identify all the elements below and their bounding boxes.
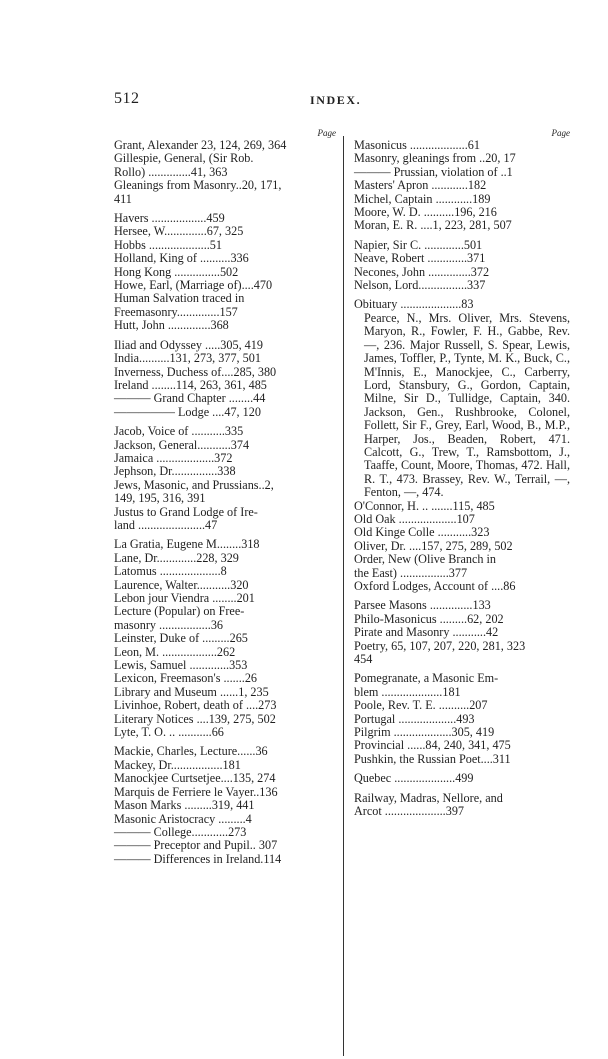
index-entry: Freemasonry..............157 xyxy=(114,304,238,319)
index-entry: Moran, E. R. ....1, 223, 281, 507 xyxy=(354,218,512,233)
index-entry: India..........131, 273, 377, 501 xyxy=(114,351,261,366)
index-entry: La Gratia, Eugene M........318 xyxy=(114,537,260,552)
index-entry: ——— Differences in Ireland.114 xyxy=(114,851,282,866)
index-entry: Moore, W. D. ..........196, 216 xyxy=(354,205,497,220)
index-group xyxy=(114,745,336,866)
index-entry: Neave, Robert .............371 xyxy=(354,251,486,266)
index-entry: Gleanings from Masonry..20, 171, xyxy=(114,178,282,193)
obituary-names: Pearce, N., Mrs. Oliver, Mrs. Stevens, Maryon, R., Fowler, F. H., Gabbe, Rev. —, 236. Major Russell, S. Spear, Lewis, James, Toffler, P., Tynte, M. K., Buck, C., M'Innis, E., Manockjee, C., Carberry, Lord, Stansbury, G., Gordon, Captain, Milne, Sir D., Tullidge, Captain, 340. Jackson, Gen., Rushbrooke, Colonel, Follett, Sir F., Grey, Earl, Wood, B., M.P., Harper, Jos., Beaden, Robert, 471. Calcott, G., Trew, T., Ramsbottom, J., Taaffe, Count, Moore, Thomas, 472. Hall, R. T., 473. Brassey, Rev. W., Terrail, —, Fenton, —, 474. xyxy=(364,310,570,500)
index-entry: Hobbs ....................51 xyxy=(114,237,222,252)
index-group xyxy=(354,298,570,311)
index-entry: blem ....................181 xyxy=(354,684,461,699)
index-entry: Lane, Dr.............228, 329 xyxy=(114,550,239,565)
index-entry: Pirate and Masonry ...........42 xyxy=(354,625,499,640)
index-entry: Rollo) ..............41, 363 xyxy=(114,164,228,179)
index-entry: Havers ..................459 xyxy=(114,211,225,226)
index-entry: masonry .................36 xyxy=(114,617,224,632)
index-entry: ——— Grand Chapter ........44 xyxy=(114,391,266,406)
index-entry: Masonry, gleanings from ..20, 17 xyxy=(354,151,516,166)
index-entry: Necones, John ..............372 xyxy=(354,264,490,279)
index-entry: Grant, Alexander 23, 124, 269, 364 xyxy=(114,138,287,152)
index-entry: Parsee Masons ..............133 xyxy=(354,598,491,613)
index-entry: Masonicus ...................61 xyxy=(354,138,480,152)
index-entry: Gillespie, General, (Sir Rob. xyxy=(114,151,254,166)
index-entry: Masters' Apron ............182 xyxy=(354,178,487,193)
index-group xyxy=(114,538,336,739)
index-entry: Hersee, W..............67, 325 xyxy=(114,224,244,239)
index-group xyxy=(114,212,336,333)
index-group xyxy=(114,425,336,532)
left-entries xyxy=(114,139,336,866)
index-entry: ————— Lodge ....47, 120 xyxy=(114,404,261,419)
index-entry: ——— College............273 xyxy=(114,824,247,839)
page-number: 512 xyxy=(114,90,140,107)
index-entry: Literary Notices ....139, 275, 502 xyxy=(114,711,276,726)
index-group xyxy=(114,339,336,419)
index-entry: Leinster, Duke of .........265 xyxy=(114,631,248,646)
index-entry: Jacob, Voice of ...........335 xyxy=(114,424,244,439)
index-group xyxy=(354,239,570,293)
index-entry: Napier, Sir C. .............501 xyxy=(354,237,483,252)
index-entry: Nelson, Lord................337 xyxy=(354,278,486,293)
index-group xyxy=(354,599,570,666)
index-entry: Lewis, Samuel .............353 xyxy=(114,658,248,673)
index-group xyxy=(354,500,570,594)
index-entry: Inverness, Duchess of....285, 380 xyxy=(114,364,277,379)
index-entry: Pomegranate, a Masonic Em- xyxy=(354,671,499,686)
index-entry: land ......................47 xyxy=(114,517,218,532)
index-entry: Justus to Grand Lodge of Ire- xyxy=(114,504,258,519)
index-entry: Hong Kong ...............502 xyxy=(114,264,239,279)
index-entry: Ireland ........114, 263, 361, 485 xyxy=(114,377,267,392)
index-entry: Provincial ......84, 240, 341, 475 xyxy=(354,738,511,753)
index-entry: Lecture (Popular) on Free- xyxy=(114,604,245,619)
index-entry: Mason Marks .........319, 441 xyxy=(114,798,255,813)
index-group xyxy=(354,672,570,766)
right-entries-continued xyxy=(354,500,570,819)
column-divider xyxy=(343,136,344,1056)
index-entry: Oliver, Dr. ....157, 275, 289, 502 xyxy=(354,538,513,553)
index-entry: Old Oak ...................107 xyxy=(354,511,475,526)
index-group xyxy=(354,772,570,785)
index-entry: Oxford Lodges, Account of ....86 xyxy=(354,579,516,593)
running-title: INDEX. xyxy=(310,93,362,107)
index-entry: Jephson, Dr...............338 xyxy=(114,464,236,479)
index-entry: Mackie, Charles, Lecture......36 xyxy=(114,744,268,759)
index-entry: O'Connor, H. .. .......115, 485 xyxy=(354,498,495,513)
index-entry: Library and Museum ......1, 235 xyxy=(114,684,269,699)
index-entry: Marquis de Ferriere le Vayer..136 xyxy=(114,784,278,799)
index-entry: Arcot ....................397 xyxy=(354,804,465,819)
index-entry: Hutt, John ..............368 xyxy=(114,318,229,333)
index-entry: Pilgrim ...................305, 419 xyxy=(354,725,495,740)
index-entry: Iliad and Odyssey .....305, 419 xyxy=(114,337,263,352)
index-entry: Jamaica ...................372 xyxy=(114,450,233,465)
index-entry: 411 xyxy=(114,191,132,206)
index-entry: Holland, King of ..........336 xyxy=(114,251,249,266)
index-entry: Pushkin, the Russian Poet....311 xyxy=(354,751,511,766)
index-entry: Poetry, 65, 107, 207, 220, 281, 323 xyxy=(354,638,526,653)
index-entry: Michel, Captain ............189 xyxy=(354,191,491,206)
index-entry: Masonic Aristocracy .........4 xyxy=(114,811,252,826)
index-group xyxy=(354,139,570,233)
index-entry: Howe, Earl, (Marriage of)....470 xyxy=(114,278,273,293)
page-column-label: Page xyxy=(551,128,570,138)
index-entry: Jackson, General...........374 xyxy=(114,437,250,452)
index-entry: Obituary ....................83 xyxy=(354,297,474,312)
index-entry: Portugal ...................493 xyxy=(354,711,475,726)
right-entries xyxy=(354,139,570,312)
index-entry: Philo-Masonicus .........62, 202 xyxy=(354,611,504,626)
index-entry: Manockjee Curtsetjee....135, 274 xyxy=(114,771,276,786)
index-entry: Latomus ....................8 xyxy=(114,564,227,579)
index-entry: Lebon jour Viendra ........201 xyxy=(114,591,255,605)
index-group xyxy=(114,139,336,206)
index-entry: Lyte, T. O. .. ...........66 xyxy=(114,725,224,740)
index-entry: Laurence, Walter...........320 xyxy=(114,577,249,592)
index-entry: ——— Preceptor and Pupil.. 307 xyxy=(114,838,278,853)
index-entry: Jews, Masonic, and Prussians..2, xyxy=(114,477,274,492)
index-column-right xyxy=(354,127,570,819)
index-entry: Quebec ....................499 xyxy=(354,771,474,786)
index-entry: ——— Prussian, violation of ..1 xyxy=(354,164,513,179)
index-entry: Old Kinge Colle ...........323 xyxy=(354,525,490,540)
index-entry: Livinhoe, Robert, death of ....273 xyxy=(114,698,277,713)
index-entry: Human Salvation traced in xyxy=(114,291,245,306)
index-entry: 149, 195, 316, 391 xyxy=(114,491,206,506)
index-entry: Mackey, Dr.................181 xyxy=(114,757,241,772)
index-entry: Leon, M. ..................262 xyxy=(114,644,236,659)
index-entry: Railway, Madras, Nellore, and xyxy=(354,790,503,805)
page-header xyxy=(114,90,534,110)
page-column-label: Page xyxy=(317,128,336,138)
index-entry: Order, New (Olive Branch in xyxy=(354,552,496,567)
index-entry: Lexicon, Freemason's .......26 xyxy=(114,671,258,686)
index-group xyxy=(354,792,570,819)
index-entry: Poole, Rev. T. E. ..........207 xyxy=(354,698,488,713)
index-column-left xyxy=(114,127,336,866)
index-entry: 454 xyxy=(354,652,373,667)
index-entry: the East) ................377 xyxy=(354,565,468,580)
